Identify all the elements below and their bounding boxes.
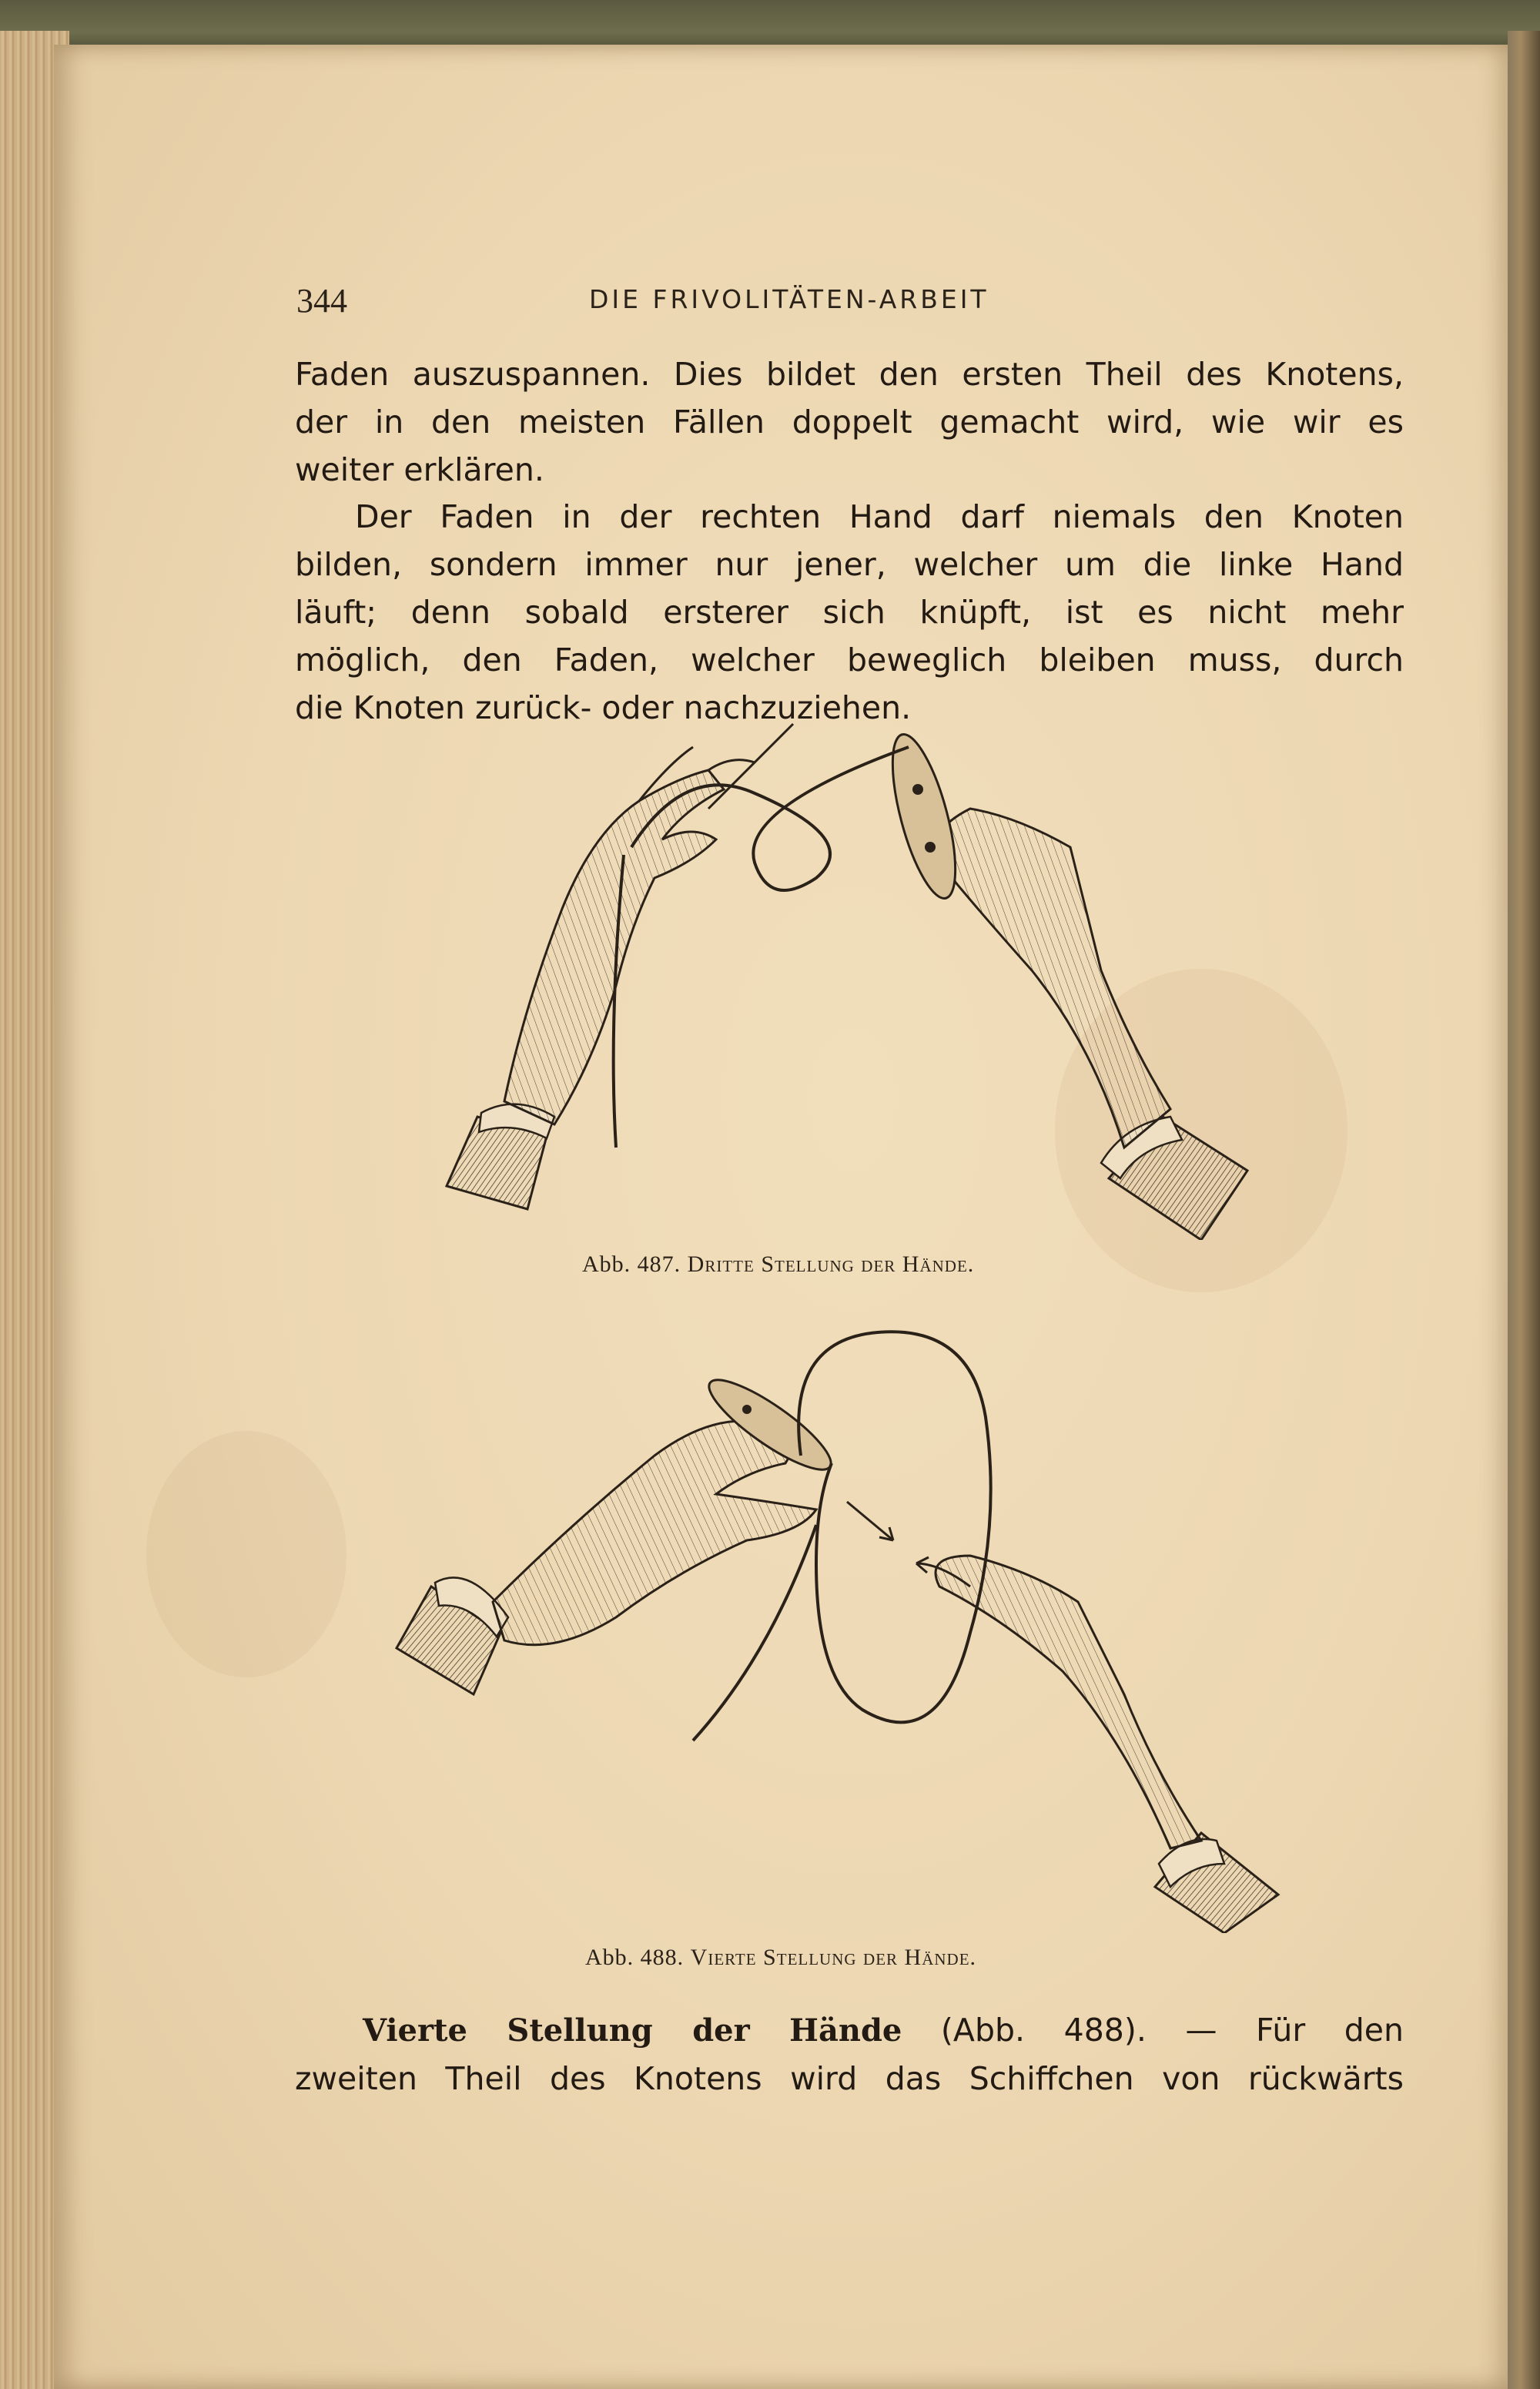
hands-engraving-icon bbox=[385, 1309, 1309, 1933]
text-line: möglich, den Faden, welcher beweglich bleiben muss, durch bbox=[295, 642, 1404, 679]
caption-text: Dritte Stellung der Hände. bbox=[687, 1251, 975, 1277]
page-number: 344 bbox=[296, 282, 347, 320]
text-line bbox=[295, 2006, 1404, 2055]
figure-488-caption bbox=[585, 1945, 976, 1971]
running-head bbox=[296, 281, 1405, 320]
text-line: Der Faden in der rechten Hand darf niemals den Knoten bbox=[355, 498, 1404, 535]
text-line: Faden auszuspannen. Dies bildet den ersten Theil des Knotens, bbox=[295, 356, 1404, 393]
text-line: zweiten Theil des Knotens wird das Schiffchen von rückwärts bbox=[295, 2060, 1404, 2097]
paragraph-3 bbox=[295, 2006, 1404, 2103]
text-line: die Knoten zurück- oder nachzuziehen. bbox=[295, 689, 912, 726]
figure-487-caption bbox=[582, 1251, 974, 1278]
text-line: läuft; denn sobald ersterer sich knüpft, ist es nicht mehr bbox=[295, 594, 1404, 631]
caption-text: Vierte Stellung der Hände. bbox=[690, 1945, 977, 1970]
paper-stain bbox=[146, 1431, 346, 1677]
running-title: DIE FRIVOLITÄTEN-ARBEIT bbox=[589, 284, 989, 314]
paragraph-1 bbox=[295, 350, 1404, 494]
text-line: der in den meisten Fällen doppelt gemacht wird, wie wir es bbox=[295, 404, 1404, 441]
figure-487-illustration bbox=[431, 716, 1270, 1240]
section-heading: Vierte Stellung der Hände bbox=[363, 2012, 902, 2049]
text-line: weiter erklären. bbox=[295, 451, 544, 488]
caption-number: Abb. 488. bbox=[585, 1945, 685, 1970]
hands-engraving-icon bbox=[431, 716, 1270, 1240]
paragraph-2 bbox=[295, 493, 1404, 732]
caption-number: Abb. 487. bbox=[582, 1251, 681, 1277]
text-line: bilden, sondern immer nur jener, welcher um die linke Hand bbox=[295, 546, 1404, 583]
figure-488-illustration bbox=[385, 1309, 1309, 1933]
binding-right-edge bbox=[1508, 31, 1540, 2389]
text-fragment: (Abb. 488). — Für den bbox=[902, 2012, 1404, 2049]
